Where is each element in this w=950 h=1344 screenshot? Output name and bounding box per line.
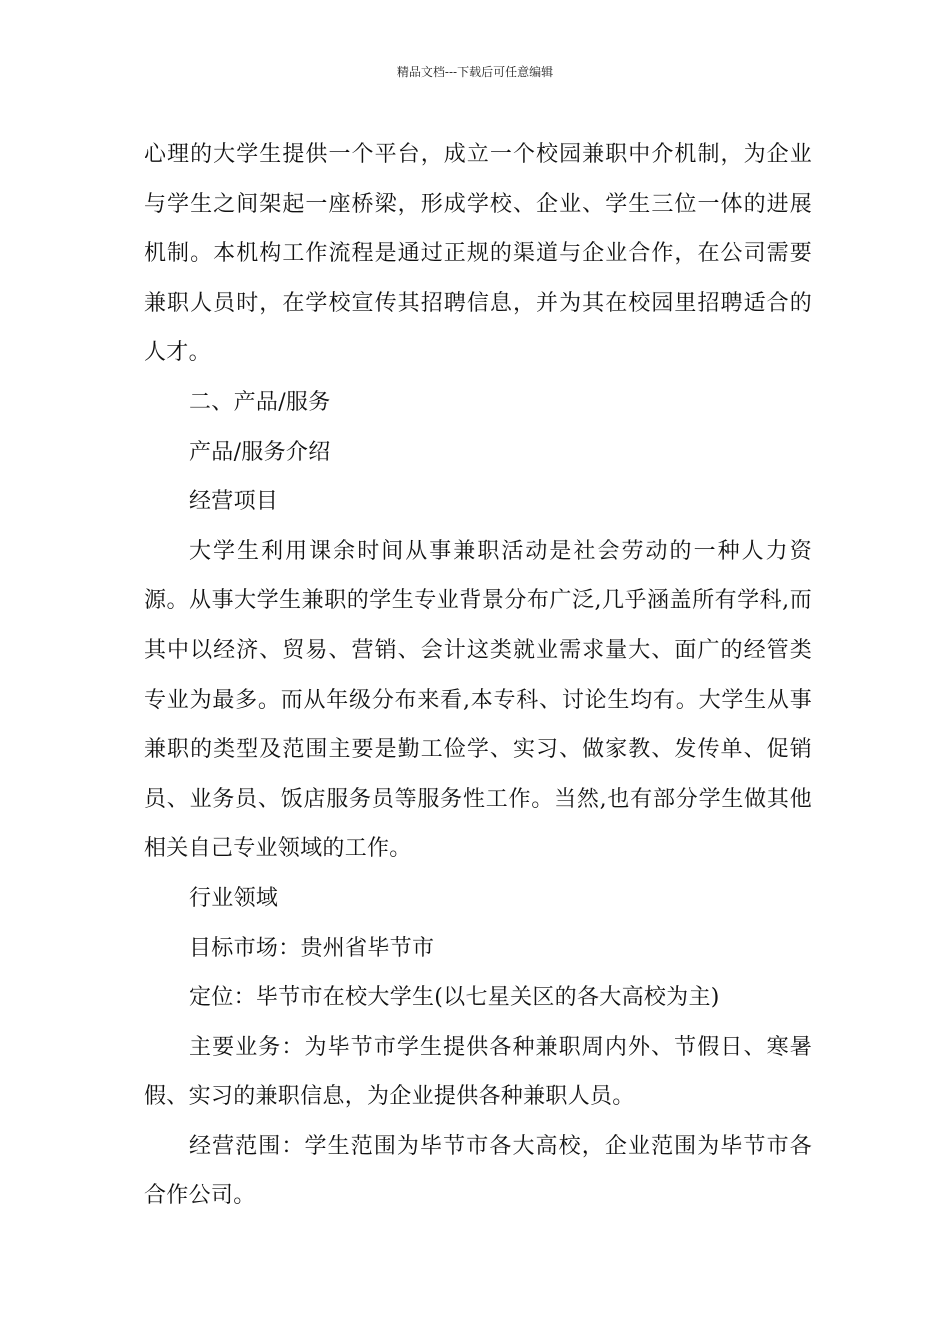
subheading-product-intro: 产品/服务介绍 (189, 439, 331, 465)
paragraph-positioning: 定位：毕节市在校大学生(以七星关区的各大高校为主) (189, 985, 720, 1011)
subheading-business-items: 经营项目 (189, 489, 279, 515)
page-header: 精品文档---下载后可任意编辑 (396, 65, 554, 79)
subheading-industry-field: 行业领域 (189, 885, 279, 911)
paragraph-main-business: 主要业务：为毕节市学生提供各种兼职周内外、节假日、寒暑假、实习的兼职信息，为企业提供各种兼职人员。 (144, 1034, 812, 1110)
section-heading-products-services: 二、产品/服务 (189, 389, 331, 415)
document-body (144, 130, 812, 1221)
paragraph-business-items: 大学生利用课余时间从事兼职活动是社会劳动的一种人力资源。从事大学生兼职的学生专业背景分布广泛,几乎涵盖所有学科,而其中以经济、贸易、营销、会计这类就业需求量大、面广的经管类专业为最多。而从年级分布来看,本专科、讨论生均有。大学生从事兼职的类型及范围主要是勤工俭学、实习、做家教、发传单、促销员、业务员、饭店服务员等服务性工作。当然,也有部分学生做其他相关自己专业领域的工作。 (144, 538, 812, 862)
paragraph-target-market: 目标市场：贵州省毕节市 (189, 935, 435, 961)
paragraph-intro-continued: 心理的大学生提供一个平台，成立一个校园兼职中介机制，为企业与学生之间架起一座桥梁，形成学校、企业、学生三位一体的进展机制。本机构工作流程是通过正规的渠道与企业合作，在公司需要兼职人员时，在学校宣传其招聘信息，并为其在校园里招聘适合的人才。 (144, 142, 812, 366)
paragraph-business-scope: 经营范围：学生范围为毕节市各大高校，企业范围为毕节市各合作公司。 (144, 1133, 812, 1209)
